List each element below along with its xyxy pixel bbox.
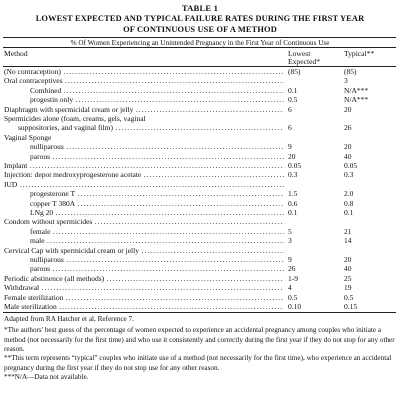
- typical-value: 40: [344, 264, 352, 274]
- row-method-label: [30, 264, 284, 273]
- table-row: [0, 95, 400, 104]
- table-title-line-1: LOWEST EXPECTED AND TYPICAL FAILURE RATES DURING THE FIRST YEAR: [35, 14, 365, 23]
- table-title-line-2: OF CONTINUOUS USE OF A METHOD: [123, 25, 277, 34]
- row-method-label: [4, 105, 284, 114]
- table-row: [0, 123, 400, 132]
- table-row: [0, 170, 400, 179]
- row-method-label: [4, 283, 284, 292]
- table-row: [0, 227, 400, 236]
- row-method-label: [30, 227, 284, 236]
- table-row: [0, 142, 400, 151]
- row-method-label: [4, 161, 284, 170]
- lowest-expected-value: 9: [288, 255, 292, 264]
- typical-value: 3: [344, 76, 348, 86]
- method-name: parous: [30, 264, 50, 274]
- typical-value: 40: [344, 151, 352, 161]
- lowest-expected-value: 6: [288, 123, 292, 133]
- table-row: [0, 255, 400, 264]
- table-row: [0, 161, 400, 170]
- header-typical: Typical**: [344, 49, 375, 58]
- lowest-expected-value: 1-9: [288, 273, 298, 283]
- lowest-expected-value: 4: [288, 283, 292, 293]
- table-row: [0, 76, 400, 85]
- typical-value: 0.8: [344, 198, 354, 208]
- lowest-expected-value: 3: [288, 236, 292, 246]
- typical-value: 25: [344, 273, 352, 283]
- method-name: Withdrawal: [4, 283, 40, 293]
- method-name: Injection: depot medroxyprogesterone acetate: [4, 170, 142, 180]
- table-number: TABLE 1: [181, 3, 219, 13]
- typical-value: 0.1: [344, 208, 354, 217]
- typical-value: 0.3: [344, 170, 354, 180]
- footnote-source: Adapted from RA Hatcher et al, Reference 7.: [4, 315, 134, 324]
- typical-value: N/A***: [344, 85, 369, 95]
- row-method-label: [4, 246, 284, 255]
- row-method-label: [18, 123, 284, 132]
- typical-value: 0.5: [344, 292, 354, 302]
- table-row: [0, 114, 400, 123]
- lowest-expected-value: 20: [288, 151, 296, 161]
- method-name: Condom without spermicides: [4, 217, 93, 227]
- method-name: Diaphragm with spermicidal cream or jelly: [4, 104, 134, 114]
- typical-value: 20: [344, 142, 352, 152]
- lowest-expected-value: 1.5: [288, 189, 298, 199]
- row-method-label: [30, 189, 284, 198]
- lowest-expected-value: 0.05: [288, 161, 302, 170]
- method-name: Periodic abstinence (all methods): [4, 273, 105, 283]
- footnote-lowest-expected: *The authors' best guess of the percentage of women expected to experience an accidental pregnancy among couples who initiate a method (not necessarily for the first time) and who use it consistently and correctly during the first year if they do not stop for any other reason.: [4, 326, 395, 353]
- typical-value: 19: [344, 283, 352, 293]
- table-subtitle: % Of Women Experiencing an Unintended Pregnancy in the First Year of Continuous Use: [70, 39, 330, 47]
- table-row: [0, 189, 400, 198]
- table-row: [0, 199, 400, 208]
- lowest-expected-value: 0.1: [288, 85, 298, 95]
- row-method-label: [30, 208, 284, 217]
- method-name: parous: [30, 151, 50, 161]
- method-name: female: [30, 226, 51, 236]
- method-name: Vaginal Sponge: [4, 132, 52, 142]
- typical-value: 20: [344, 104, 352, 114]
- table-row: [0, 264, 400, 273]
- row-method-label: [4, 114, 284, 123]
- method-name: suppositories, and vaginal film): [18, 123, 113, 133]
- table-row: [0, 152, 400, 161]
- method-name: LNg 20: [30, 208, 54, 217]
- lowest-expected-value: 0.6: [288, 198, 298, 208]
- lowest-expected-value: 26: [288, 264, 296, 274]
- row-method-label: [30, 142, 284, 151]
- footnote-typical: **This term represents “typical” couples who initiate use of a method (not necessarily for the first time), who experience an accidental pregnancy during the first year if they do not stop use for any other reason.: [4, 354, 392, 372]
- lowest-expected-value: 6: [288, 104, 292, 114]
- row-method-label: [4, 293, 284, 302]
- row-method-label: [30, 199, 284, 208]
- typical-value: N/A***: [344, 95, 369, 105]
- typical-value: 21: [344, 226, 352, 236]
- row-method-label: [30, 86, 284, 95]
- row-method-label: [30, 255, 284, 264]
- lowest-expected-value: 0.10: [288, 302, 302, 311]
- top-rule: [3, 37, 396, 38]
- lowest-expected-value: 0.5: [288, 95, 298, 105]
- table-row: [0, 283, 400, 292]
- method-name: Combined: [30, 85, 62, 95]
- bottom-rule: [3, 312, 396, 313]
- table-row: [0, 208, 400, 217]
- table-row: [0, 302, 400, 311]
- lowest-expected-value: 9: [288, 142, 292, 152]
- typical-value: 20: [344, 255, 352, 264]
- table-row: [0, 293, 400, 302]
- row-method-label: [30, 236, 284, 245]
- lowest-expected-value: 0.3: [288, 170, 298, 180]
- row-method-label: [4, 217, 284, 226]
- method-name: nulliparous: [30, 255, 64, 264]
- typical-value: 2.0: [344, 189, 354, 199]
- table-row: [0, 86, 400, 95]
- lowest-expected-value: 0.5: [288, 292, 298, 302]
- typical-value: 0.05: [344, 161, 358, 170]
- lowest-expected-value: 0.1: [288, 208, 298, 217]
- method-name: Male sterilization: [4, 302, 57, 311]
- row-method-label: [30, 95, 284, 104]
- row-method-label: [4, 170, 284, 179]
- typical-value: (85): [344, 67, 357, 76]
- row-method-label: [4, 67, 284, 76]
- lowest-expected-value: (85): [288, 67, 301, 76]
- method-name: Cervical Cap with spermicidal cream or jelly: [4, 245, 139, 255]
- typical-value: 0.15: [344, 302, 358, 311]
- table-row: [0, 105, 400, 114]
- table-row: [0, 246, 400, 255]
- method-name: male: [30, 236, 45, 246]
- row-method-label: [4, 133, 284, 142]
- method-name: Oral contraceptives: [4, 76, 63, 86]
- row-method-label: [4, 180, 284, 189]
- table-row: [0, 133, 400, 142]
- method-name: progestin only: [30, 95, 74, 105]
- header-lowest-expected-line-2: Expected*: [288, 57, 321, 66]
- method-name: progesterone T: [30, 189, 76, 199]
- table-row: [0, 180, 400, 189]
- method-name: Implant: [4, 161, 28, 170]
- method-name: nulliparous: [30, 142, 64, 152]
- lowest-expected-value: 5: [288, 226, 292, 236]
- typical-value: 14: [344, 236, 352, 246]
- header-lowest-expected-line-1: Lowest: [288, 49, 311, 58]
- table-row: [0, 67, 400, 76]
- row-method-label: [4, 302, 284, 311]
- method-name: Spermicides alone (foam, creams, gels, vaginal: [4, 114, 146, 123]
- method-name: copper T 380A: [30, 198, 76, 208]
- table-row: [0, 236, 400, 245]
- table-row: [0, 217, 400, 226]
- typical-value: 26: [344, 123, 352, 133]
- row-method-label: [4, 76, 284, 85]
- row-method-label: [30, 152, 284, 161]
- header-method: Method: [4, 49, 28, 58]
- row-method-label: [4, 274, 284, 283]
- method-name: (No contraception): [4, 67, 61, 76]
- subtitle-rule: [3, 47, 396, 48]
- table-row: [0, 274, 400, 283]
- method-name: Female sterilization: [4, 292, 64, 302]
- method-name: IUD: [4, 179, 18, 189]
- footnote-not-available: ***N/A—Data not available.: [4, 373, 89, 382]
